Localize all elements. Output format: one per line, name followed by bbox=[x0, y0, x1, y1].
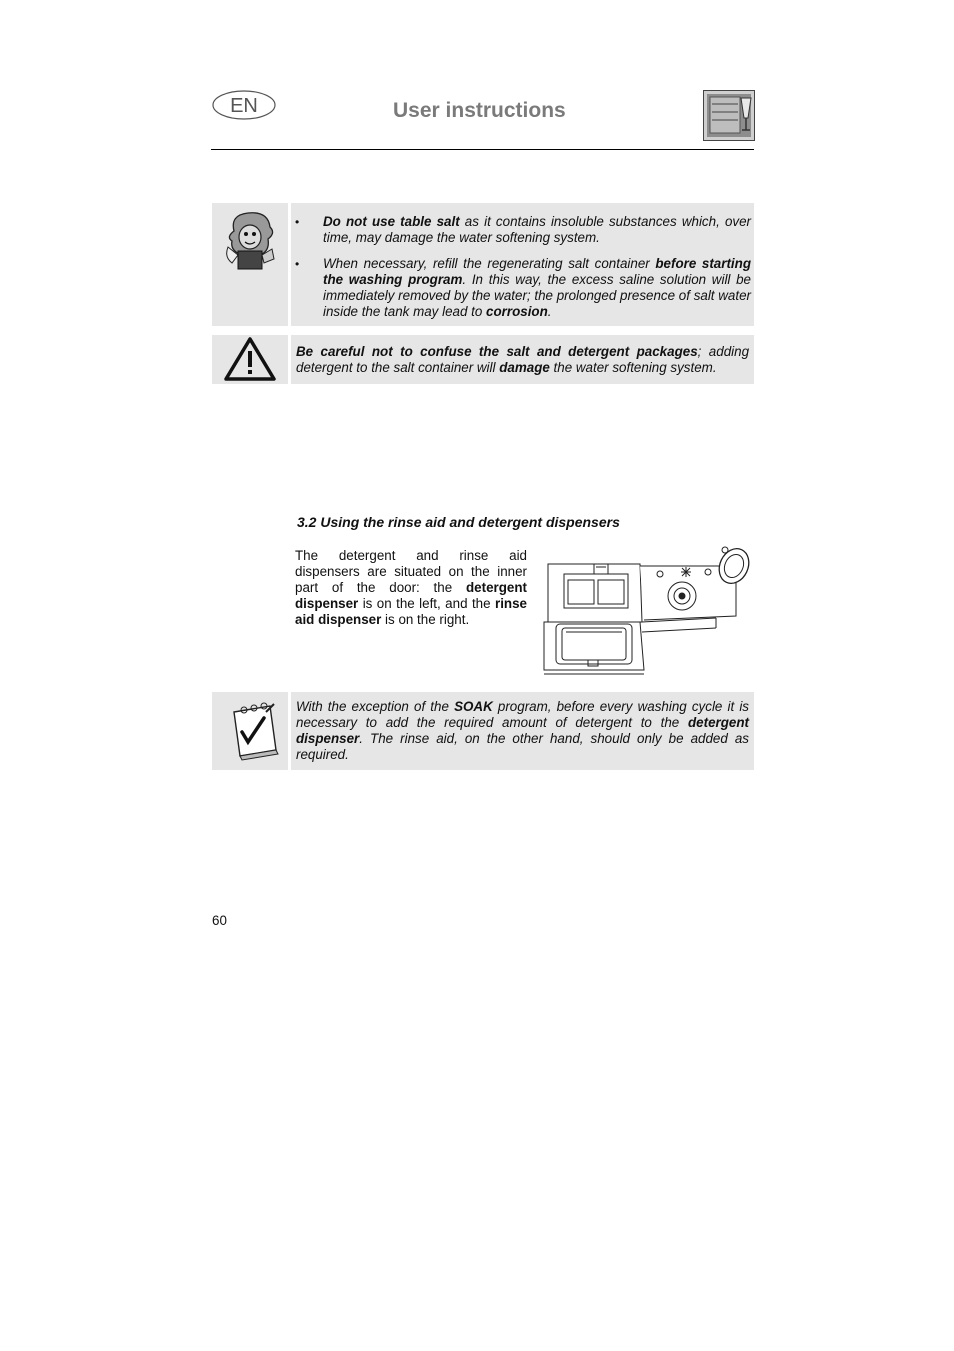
cartoon-character-icon bbox=[212, 203, 288, 326]
bullet-dot: • bbox=[295, 215, 300, 229]
language-code: EN bbox=[230, 95, 258, 117]
bullet-dot: • bbox=[295, 257, 300, 271]
note-text-cell bbox=[291, 692, 754, 770]
notepad-check-icon bbox=[212, 692, 288, 770]
tip-bullet-1-text: Do not use table salt as it contains insoluble substances which, over time, may damage the water softening system. bbox=[323, 214, 751, 245]
tip-text-cell bbox=[291, 203, 754, 326]
dishwasher-icon bbox=[703, 90, 755, 141]
note-text: With the exception of the SOAK program, before every washing cycle it is necessary to add the required amount of detergent to the detergent dispenser. The rinse aid, on the other hand, should only be added as required. bbox=[296, 699, 749, 762]
note-icon-cell bbox=[212, 692, 288, 770]
warning-text: Be careful not to confuse the salt and detergent packages; adding detergent to the salt container will damage the water softening system. bbox=[296, 344, 750, 375]
language-badge bbox=[212, 89, 276, 121]
warning-text-cell bbox=[291, 335, 754, 384]
tip-bullet-2-text: When necessary, refill the regenerating salt container before starting the washing program. In this way, the excess saline solution will be immediately removed by the water; the prolonged presence of salt water inside the tank may lead to corrosion. bbox=[323, 256, 752, 319]
page-number: 60 bbox=[212, 913, 227, 928]
warning-icon-cell bbox=[212, 335, 288, 384]
section-heading: 3.2 Using the rinse aid and detergent dispensers bbox=[297, 514, 620, 530]
dispenser-illustration bbox=[540, 544, 752, 676]
tip-icon-cell bbox=[212, 203, 288, 326]
header-divider bbox=[211, 149, 754, 150]
page-title: User instructions bbox=[393, 99, 566, 122]
section-paragraph: The detergent and rinse aid dispensers are situated on the inner part of the door: the detergent dispenser is on the left, and the rinse aid dispenser is on the right. bbox=[295, 548, 527, 627]
warning-triangle-icon bbox=[212, 335, 288, 384]
